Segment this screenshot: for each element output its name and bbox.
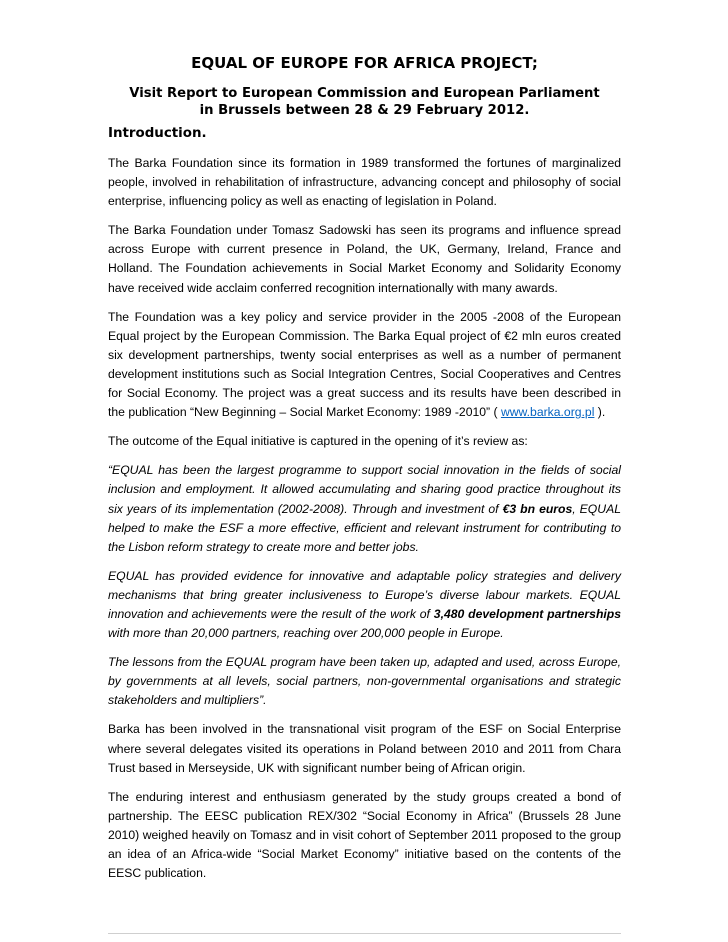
quote-text: , EQUAL helped to make the ESF a more effective, efficient and relevant instrument for contributing to the Lisbon reform strategy to create more and better jobs. xyxy=(108,501,621,554)
quote-paragraph-2 xyxy=(108,567,621,643)
document-body xyxy=(108,154,621,893)
quote-emphasis: 3,480 development partnerships xyxy=(433,606,621,621)
document-subtitle xyxy=(108,85,621,119)
quote-text: with more than 20,000 partners, reaching over 200,000 people in Europe. xyxy=(108,626,504,641)
paragraph-barka-formation: The Barka Foundation since its formation in 1989 transformed the fortunes of marginalized people, involved in rehabilitation of infrastructure, advancing concept and philosophy of social enterprise, influencing policy as well as enacting of legislation in Poland. xyxy=(108,156,621,209)
paragraph-text: ). xyxy=(594,405,606,420)
paragraph-text: The Foundation was a key policy and service provider in the 2005 -2008 of the European Equal project by the European Commission. The Barka Equal project of €2 mln euros created six development partnerships, twenty social enterprises as well as a number of permanent development institutions such as Social Integration Centres, Social Cooperatives and Centres for Social Economy. The project was a great success and its results have been described in the publication “New Beginning – Social Market Economy: 1989 -2010” ( xyxy=(108,309,621,420)
paragraph-eesc-publication: The enduring interest and enthusiasm generated by the study groups created a bond of partnership. The EESC publication REX/302 “Social Economy in Africa” (Brussels 28 June 2010) weighed heavily on Tomasz and in visit cohort of September 2011 proposed to the group an idea of an Africa-wide “Social Market Economy” initiative based on the contents of the EESC publication. xyxy=(108,789,621,881)
quote-paragraph-1 xyxy=(108,461,621,556)
quote-text: EQUAL has provided evidence for innovative and adaptable policy strategies and delivery mechanisms that bring greater inclusiveness to Europe’s diverse labour markets. EQUAL innovation and achievements were the result of the work of xyxy=(108,568,621,621)
quote-paragraph-3: The lessons from the EQUAL program have been taken up, adapted and used, across Europe, by governments at all levels, social partners, non-governmental organisations and strategic stakeholders and multipliers”. xyxy=(108,655,621,708)
document-title: EQUAL OF EUROPE FOR AFRICA PROJECT; xyxy=(191,54,538,72)
introduction-heading: Introduction. xyxy=(108,126,207,141)
quote-emphasis: €3 bn euros xyxy=(502,501,573,516)
subtitle-line-2: in Brussels between 28 & 29 February 2012. xyxy=(199,103,530,118)
footer-divider xyxy=(108,933,621,934)
subtitle-line-1: Visit Report to European Commission and European Parliament xyxy=(129,86,600,101)
paragraph-equal-project xyxy=(108,308,621,423)
quote-text: “EQUAL has been the largest programme to support social innovation in the fields of social inclusion and employment. It allowed accumulating and sharing good practice throughout its six years of its implementation (2002-2008). Through and investment of xyxy=(108,463,621,516)
paragraph-transnational-visits: Barka has been involved in the transnational visit program of the ESF on Social Enterprise where several delegates visited its operations in Poland between 2010 and 2011 from Chara Trust based in Merseyside, UK with significant number being of African origin. xyxy=(108,722,621,775)
barka-website-link[interactable]: www.barka.org.pl xyxy=(500,405,595,420)
paragraph-barka-europe: The Barka Foundation under Tomasz Sadowski has seen its programs and influence spread across Europe with current presence in Poland, the UK, Germany, Ireland, France and Holland. The Foundation achievements in Social Market Economy and Solidarity Economy have received wide acclaim conferred recognition internationally with many awards. xyxy=(108,223,621,295)
paragraph-equal-outcome: The outcome of the Equal initiative is captured in the opening of it’s review as: xyxy=(108,434,528,449)
